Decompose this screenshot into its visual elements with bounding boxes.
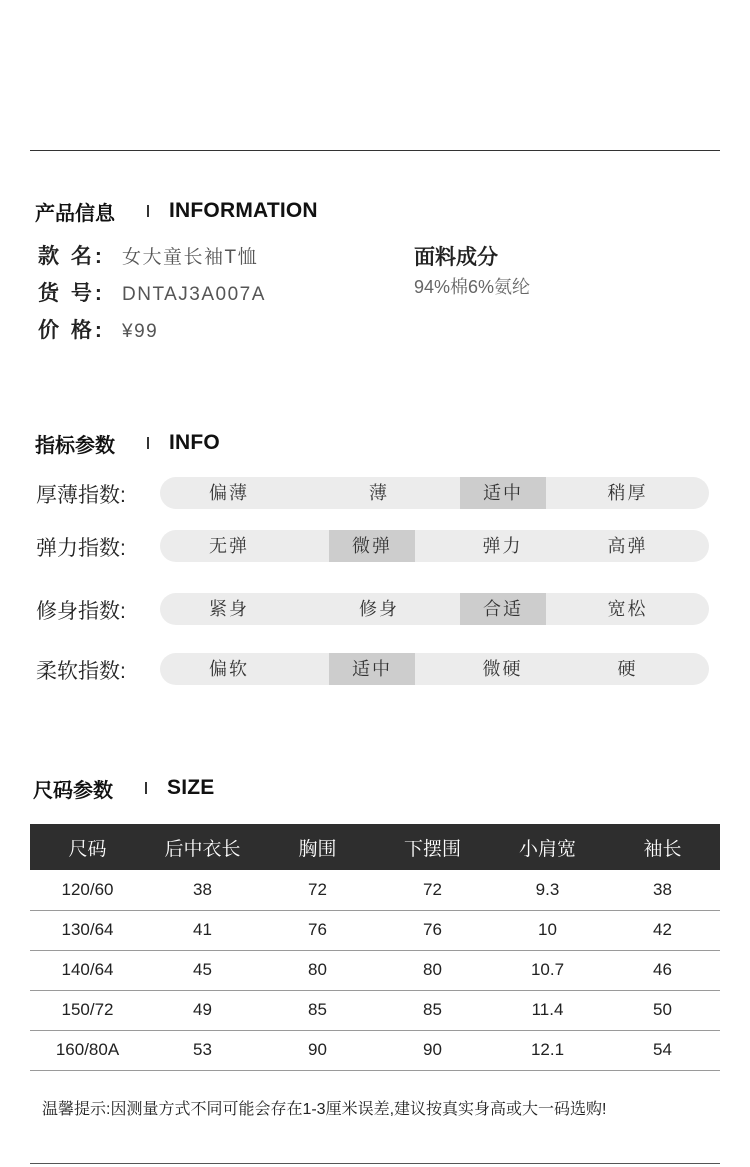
table-cell: 41: [145, 910, 260, 950]
index-option: 紧身: [209, 599, 249, 619]
index-option-selected: 微弹: [329, 530, 415, 562]
table-cell: 80: [260, 950, 375, 990]
table-cell: 90: [260, 1030, 375, 1070]
column-header: 下摆围: [375, 824, 490, 870]
table-cell: 76: [260, 910, 375, 950]
measurement-tip: 温馨提示:因测量方式不同可能会存在1-3厘米误差,建议按真实身高或大一码选购!: [42, 1101, 607, 1118]
price-label: 价 格:: [38, 319, 105, 342]
name-value: 女大童长袖T恤: [122, 247, 259, 268]
table-cell: 54: [605, 1030, 720, 1070]
table-cell: 38: [145, 870, 260, 910]
table-row: [30, 1030, 720, 1070]
table-cell: 12.1: [490, 1030, 605, 1070]
table-cell: 160/80A: [30, 1030, 145, 1070]
table-cell: 49: [145, 990, 260, 1030]
elasticity-index-row: [36, 530, 712, 564]
index-scale: [160, 593, 709, 625]
index-option: 偏软: [209, 659, 249, 679]
table-header-row: [30, 824, 720, 870]
table-cell: 72: [375, 870, 490, 910]
section-title-en: INFORMATION: [169, 199, 318, 222]
column-header: 胸围: [260, 824, 375, 870]
product-info-header: [35, 196, 318, 226]
index-scale: [160, 653, 709, 685]
size-table: [30, 824, 720, 1071]
index-option: 高弹: [607, 536, 648, 556]
table-cell: 46: [605, 950, 720, 990]
table-row: [30, 950, 720, 990]
index-label: 弹力指数:: [36, 537, 126, 560]
table-cell: 72: [260, 870, 375, 910]
table-cell: 38: [605, 870, 720, 910]
product-info-list: [38, 240, 266, 351]
bottom-divider: [30, 1163, 720, 1164]
table-cell: 80: [375, 950, 490, 990]
thickness-index-row: [36, 477, 712, 511]
index-option-selected: 适中: [460, 477, 546, 509]
sku-label: 货 号:: [38, 282, 105, 305]
index-option: 薄: [369, 483, 389, 503]
column-header: 尺码: [30, 824, 145, 870]
name-row: [38, 240, 266, 277]
column-header: 袖长: [605, 824, 720, 870]
fabric-info: [414, 241, 530, 299]
index-scale: [160, 477, 709, 509]
table-cell: 45: [145, 950, 260, 990]
top-divider: [30, 150, 720, 151]
size-header: [33, 773, 214, 803]
title-separator: [145, 782, 147, 794]
price-value: ¥99: [122, 321, 159, 342]
fabric-title: 面料成分: [414, 246, 498, 269]
index-option: 偏薄: [209, 483, 249, 503]
name-label: 款 名:: [38, 245, 105, 268]
table-cell: 42: [605, 910, 720, 950]
section-title-cn: 产品信息: [35, 202, 115, 225]
index-option-selected: 合适: [460, 593, 546, 625]
fit-index-row: [36, 593, 712, 627]
price-row: [38, 314, 266, 351]
table-cell: 150/72: [30, 990, 145, 1030]
index-option: 稍厚: [607, 483, 648, 503]
table-row: [30, 910, 720, 950]
title-separator: [147, 205, 149, 217]
index-label: 厚薄指数:: [36, 484, 126, 507]
table-cell: 76: [375, 910, 490, 950]
index-option: 修身: [359, 599, 399, 619]
index-option: 弹力: [482, 536, 523, 556]
index-option: 硬: [617, 659, 638, 679]
table-row: [30, 870, 720, 910]
table-cell: 10: [490, 910, 605, 950]
index-label: 柔软指数:: [36, 660, 126, 683]
index-label: 修身指数:: [36, 600, 126, 623]
table-cell: 53: [145, 1030, 260, 1070]
index-header: [35, 428, 220, 458]
table-cell: 140/64: [30, 950, 145, 990]
section-title-cn: 尺码参数: [33, 779, 113, 802]
index-option: 微硬: [482, 659, 523, 679]
section-title-en: SIZE: [167, 776, 215, 799]
section-title-cn: 指标参数: [35, 434, 115, 457]
fabric-value: 94%棉6%氨纶: [414, 277, 531, 297]
index-option: 宽松: [607, 599, 648, 619]
table-cell: 120/60: [30, 870, 145, 910]
table-cell: 130/64: [30, 910, 145, 950]
index-option-selected: 适中: [329, 653, 415, 685]
table-cell: 85: [260, 990, 375, 1030]
table-cell: 9.3: [490, 870, 605, 910]
sku-value: DNTAJ3A007A: [122, 284, 266, 305]
section-title-en: INFO: [169, 431, 220, 454]
table-cell: 10.7: [490, 950, 605, 990]
table-row: [30, 990, 720, 1030]
sku-row: [38, 277, 266, 314]
column-header: 小肩宽: [490, 824, 605, 870]
table-cell: 11.4: [490, 990, 605, 1030]
softness-index-row: [36, 653, 712, 687]
table-cell: 85: [375, 990, 490, 1030]
index-option: 无弹: [209, 536, 249, 556]
index-scale: [160, 530, 709, 562]
table-cell: 90: [375, 1030, 490, 1070]
title-separator: [147, 437, 149, 449]
column-header: 后中衣长: [145, 824, 260, 870]
table-cell: 50: [605, 990, 720, 1030]
